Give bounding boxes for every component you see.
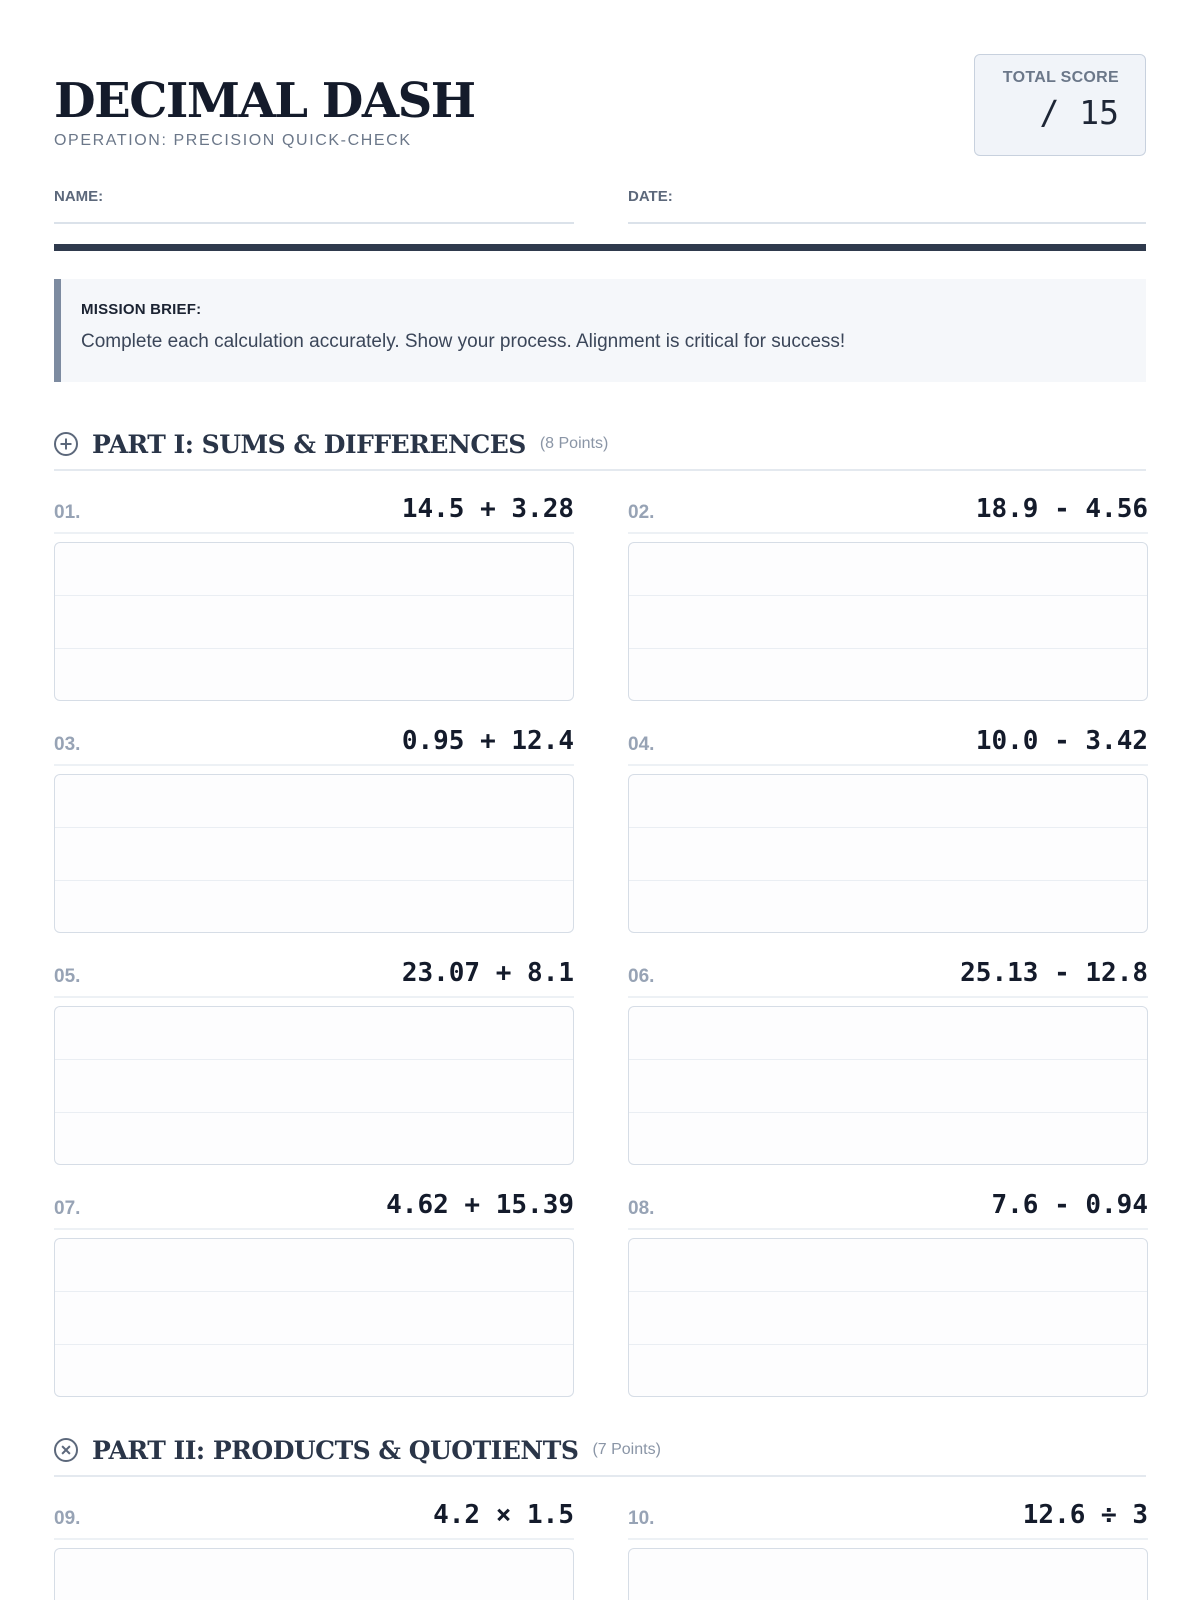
- problem-number: 08.: [628, 1198, 655, 1219]
- work-line: [629, 1239, 1147, 1292]
- work-line: [629, 1549, 1147, 1600]
- date-label: DATE:: [628, 188, 673, 205]
- problem-header: [54, 1495, 574, 1540]
- problem-expression: 0.95 + 12.4: [401, 726, 574, 756]
- problem-item: [54, 953, 574, 1165]
- work-line: [629, 1113, 1147, 1165]
- plus-circle-icon: [54, 432, 78, 456]
- work-line: [55, 1239, 573, 1292]
- work-area[interactable]: [54, 542, 574, 701]
- problem-expression: 4.2 × 1.5: [433, 1500, 574, 1530]
- date-field[interactable]: [628, 188, 1146, 224]
- work-area[interactable]: [54, 1006, 574, 1165]
- work-line: [55, 881, 573, 933]
- problem-expression: 10.0 - 3.42: [975, 726, 1148, 756]
- worksheet-subtitle: OPERATION: PRECISION QUICK-CHECK: [54, 132, 412, 149]
- work-line: [55, 1007, 573, 1060]
- work-area[interactable]: [54, 1548, 574, 1600]
- work-line: [629, 775, 1147, 828]
- problem-number: 09.: [54, 1508, 81, 1529]
- work-line: [55, 543, 573, 596]
- work-line: [55, 775, 573, 828]
- work-line: [629, 543, 1147, 596]
- worksheet-title: DECIMAL DASH: [54, 73, 475, 129]
- section-title: PART I: SUMS & DIFFERENCES: [92, 429, 526, 459]
- mission-brief: [54, 279, 1146, 382]
- problem-number: 02.: [628, 502, 655, 523]
- work-area[interactable]: [628, 1006, 1148, 1165]
- times-circle-icon: [54, 1438, 78, 1462]
- total-score-box: [974, 54, 1146, 156]
- worksheet-header: [54, 0, 1146, 245]
- problem-expression: 14.5 + 3.28: [401, 494, 574, 524]
- work-area[interactable]: [54, 1238, 574, 1397]
- problem-expression: 12.6 ÷ 3: [1022, 1500, 1148, 1530]
- work-line: [629, 596, 1147, 649]
- problem-expression: 4.62 + 15.39: [386, 1190, 574, 1220]
- problem-expression: 7.6 - 0.94: [991, 1190, 1148, 1220]
- problem-grid: [54, 1495, 1146, 1600]
- mission-brief-text: Complete each calculation accurately. Show your process. Alignment is critical for success!: [81, 331, 846, 352]
- work-line: [55, 1292, 573, 1345]
- work-line: [629, 649, 1147, 701]
- problem-header: [628, 1495, 1148, 1540]
- problem-header: [54, 721, 574, 766]
- work-line: [629, 1007, 1147, 1060]
- work-line: [629, 1060, 1147, 1113]
- problem-number: 04.: [628, 734, 655, 755]
- work-area[interactable]: [628, 1548, 1148, 1600]
- section-header: [54, 1421, 1146, 1477]
- work-area[interactable]: [628, 542, 1148, 701]
- work-line: [629, 881, 1147, 933]
- total-score-label: TOTAL SCORE: [1002, 69, 1119, 86]
- problem-item: [54, 721, 574, 933]
- total-score-value: / 15: [1039, 93, 1119, 132]
- section-header: [54, 415, 1146, 471]
- work-area[interactable]: [54, 774, 574, 933]
- problem-header: [628, 489, 1148, 534]
- section-part-1: [54, 415, 1146, 1397]
- problem-expression: 25.13 - 12.8: [960, 958, 1148, 988]
- problem-item: [628, 953, 1148, 1165]
- section-points: (8 Points): [539, 435, 609, 452]
- work-line: [55, 1113, 573, 1165]
- section-part-2: [54, 1421, 1146, 1600]
- work-line: [629, 1345, 1147, 1397]
- problem-expression: 23.07 + 8.1: [401, 958, 574, 988]
- problem-number: 01.: [54, 502, 81, 523]
- problem-grid: [54, 489, 1146, 1397]
- work-line: [55, 1549, 573, 1600]
- problem-header: [628, 721, 1148, 766]
- problem-number: 10.: [628, 1508, 655, 1529]
- work-area[interactable]: [628, 774, 1148, 933]
- problem-number: 03.: [54, 734, 81, 755]
- problem-header: [628, 1185, 1148, 1230]
- problem-item: [54, 1185, 574, 1397]
- work-line: [629, 1292, 1147, 1345]
- problem-item: [54, 1495, 574, 1600]
- mission-brief-label: MISSION BRIEF:: [81, 301, 202, 318]
- work-line: [55, 828, 573, 881]
- problem-header: [628, 953, 1148, 998]
- name-label: NAME:: [54, 188, 104, 205]
- work-line: [55, 1345, 573, 1397]
- problem-expression: 18.9 - 4.56: [975, 494, 1148, 524]
- section-title: PART II: PRODUCTS & QUOTIENTS: [92, 1435, 579, 1465]
- problem-number: 07.: [54, 1198, 81, 1219]
- problem-header: [54, 953, 574, 998]
- work-line: [629, 828, 1147, 881]
- name-field[interactable]: [54, 188, 574, 224]
- problem-number: 05.: [54, 966, 81, 987]
- problem-number: 06.: [628, 966, 655, 987]
- work-line: [55, 649, 573, 701]
- work-line: [55, 596, 573, 649]
- header-divider: [54, 244, 1146, 251]
- work-area[interactable]: [628, 1238, 1148, 1397]
- problem-item: [628, 1185, 1148, 1397]
- problem-item: [628, 721, 1148, 933]
- work-line: [55, 1060, 573, 1113]
- problem-item: [54, 489, 574, 701]
- problem-header: [54, 1185, 574, 1230]
- problem-item: [628, 489, 1148, 701]
- section-points: (7 Points): [592, 1441, 661, 1458]
- problem-header: [54, 489, 574, 534]
- problem-item: [628, 1495, 1148, 1600]
